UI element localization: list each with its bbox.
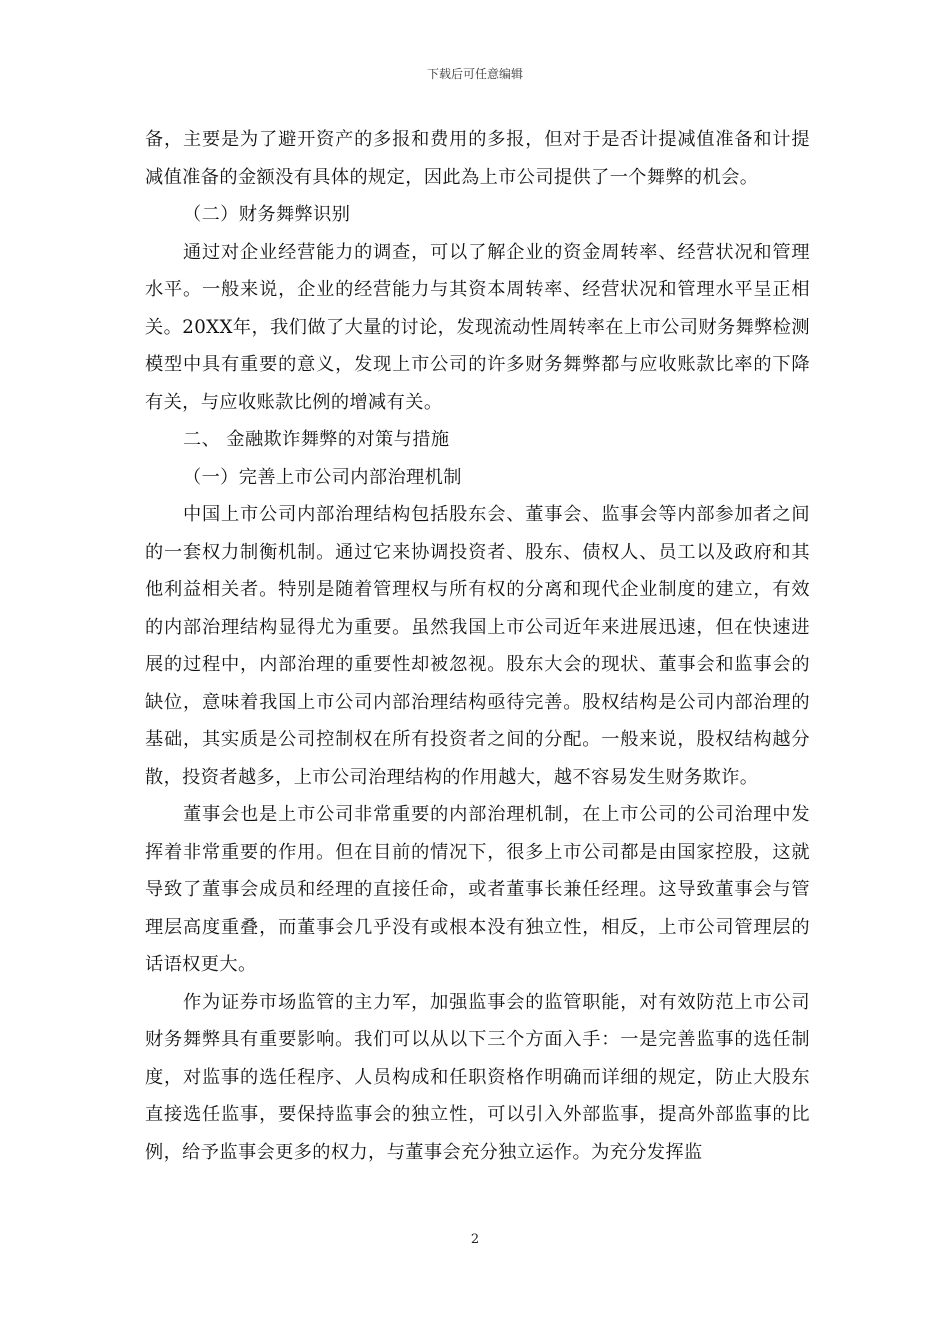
paragraph-governance-structure: 中国上市公司内部治理结构包括股东会、董事会、监事会等内部参加者之间的一套权力制衡机制。通过它来协调投资者、股东、债权人、员工以及政府和其他利益相关者。特别是随着管理权与所有权的分离和现代企业制度的建立，有效的内部治理结构显得尤为重要。虽然我国上市公司近年来进展迅速，但在快速进展的过程中，内部治理的重要性却被忽视。股东大会的现状、董事会和监事会的缺位，意味着我国上市公司内部治理结构亟待完善。股权结构是公司内部治理的基础，其实质是公司控制权在所有投资者之间的分配。一般来说，股权结构越分散，投资者越多，上市公司治理结构的作用越大，越不容易发生财务欺诈。 bbox=[145, 504, 810, 788]
page-number: 2 bbox=[470, 1232, 480, 1247]
document-body bbox=[145, 121, 810, 1171]
section-heading-fraud-identification: （二）财务舞弊识别 bbox=[183, 204, 351, 225]
paragraph-continuation: 备，主要是为了避开资产的多报和费用的多报，但对于是否计提减值准备和计提减值准备的金额没有具体的规定，因此為上市公司提供了一个舞弊的机会。 bbox=[145, 129, 810, 188]
paragraph-board-of-supervisors: 作为证券市场监管的主力军，加强监事会的监管职能，对有效防范上市公司财务舞弊具有重要影响。我们可以从以下三个方面入手：一是完善监事的选任制度，对监事的选任程序、人员构成和任职资格作明确而详细的规定，防止大股东直接选任监事，要保持监事会的独立性，可以引入外部监事，提高外部监事的比例，给予监事会更多的权力，与董事会充分独立运作。为充分发挥监 bbox=[145, 991, 810, 1163]
section-heading-internal-governance: （一）完善上市公司内部治理机制 bbox=[183, 466, 462, 488]
section-heading-countermeasures: 二、 金融欺诈舞弊的对策与措施 bbox=[183, 429, 450, 450]
paragraph-board-of-directors: 董事会也是上市公司非常重要的内部治理机制，在上市公司的公司治理中发挥着非常重要的作用。但在目前的情况下，很多上市公司都是由国家控股，这就导致了董事会成员和经理的直接任命，或者董事长兼任经理。这导致董事会与管理层高度重叠，而董事会几乎没有或根本没有独立性，相反，上市公司管理层的话语权更大。 bbox=[145, 804, 810, 975]
page-header: 下载后可任意编辑 bbox=[426, 67, 523, 81]
paragraph-operating-capability: 通过对企业经营能力的调查，可以了解企业的资金周转率、经营状况和管理水平。一般来说，企业的经营能力与其资本周转率、经营状况和管理水平呈正相关。20XX年，我们做了大量的讨论，发现流动性周转率在上市公司财务舞弊检测模型中具有重要的意义，发现上市公司的许多财务舞弊都与应收账款比率的下降有关，与应收账款比例的增减有关。 bbox=[145, 241, 810, 413]
